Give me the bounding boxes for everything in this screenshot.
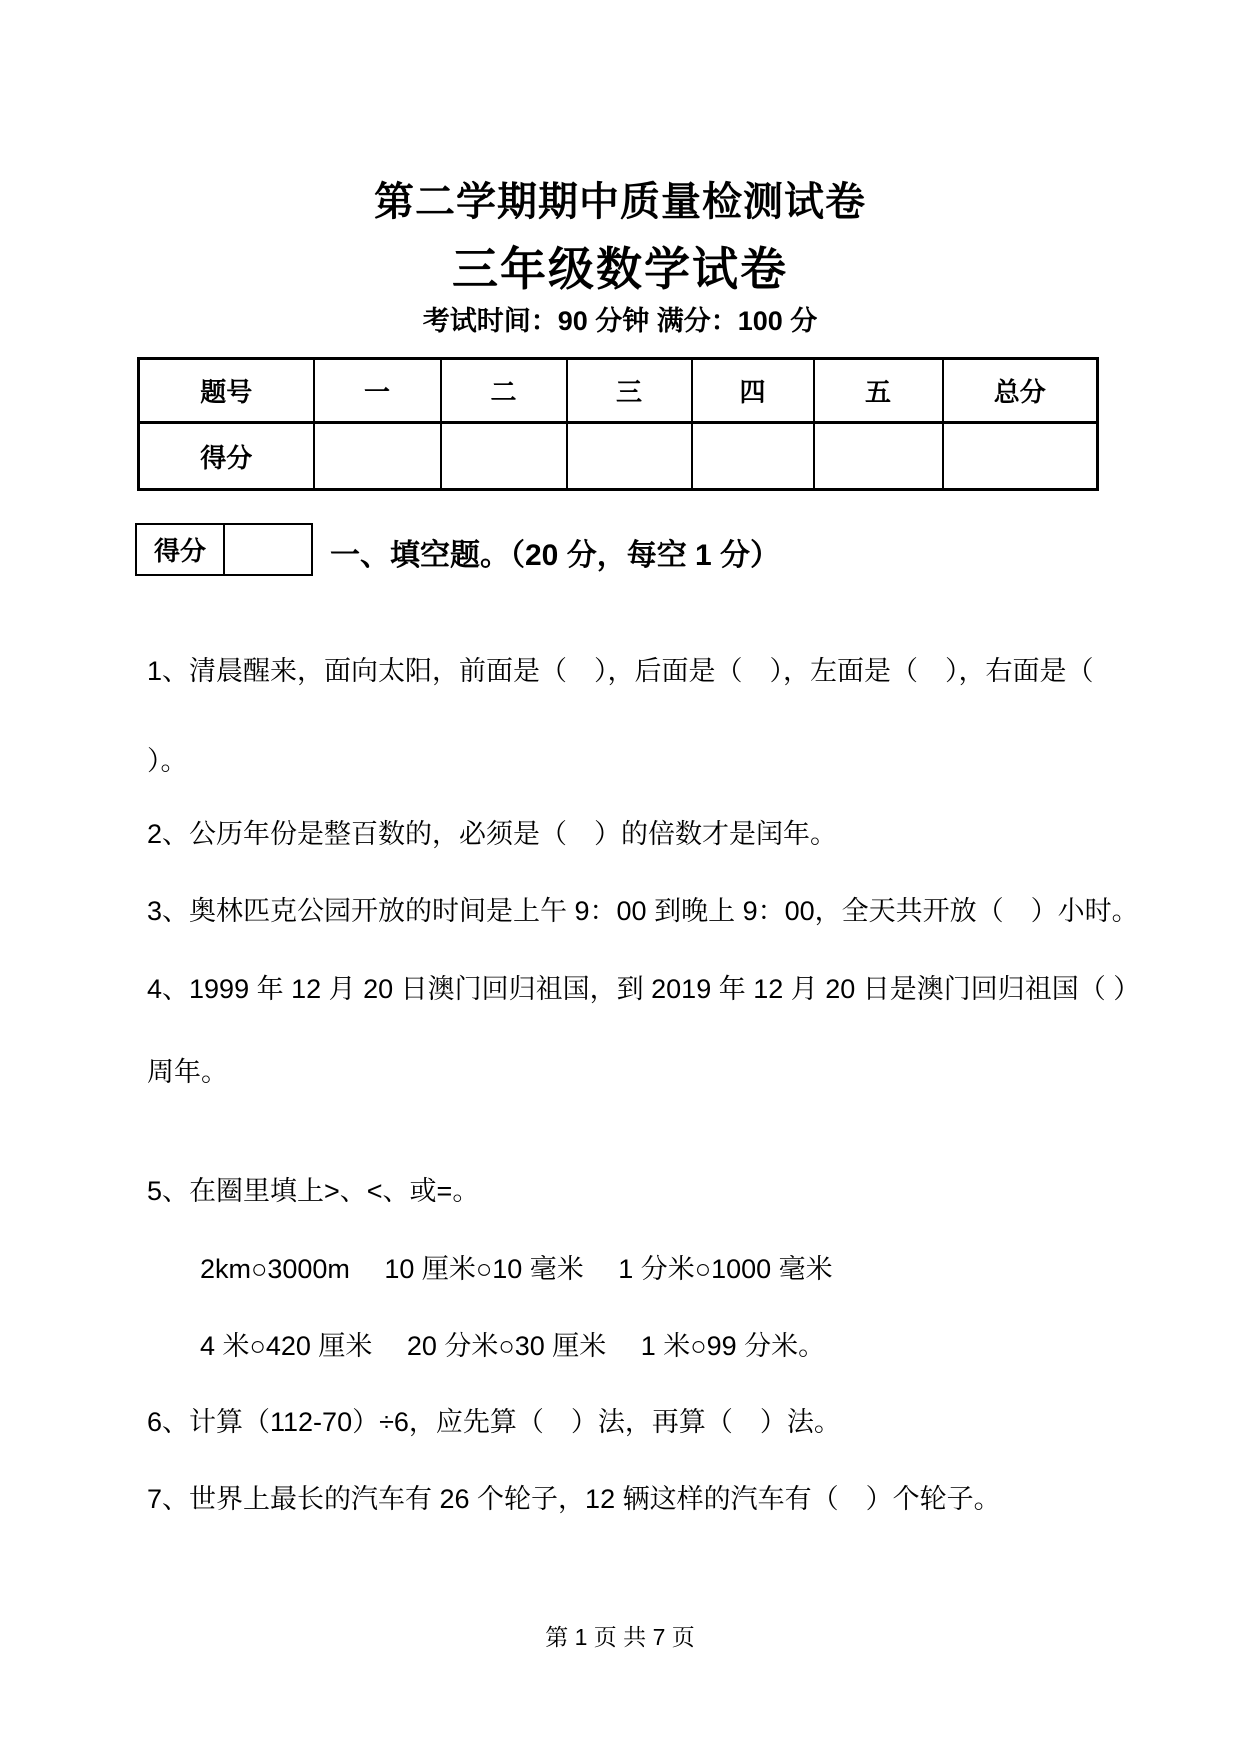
question-6: 6、计算（112-70）÷6，应先算（ ）法，再算（ ）法。	[147, 1407, 841, 1437]
page-title: 第二学期期中质量检测试卷	[374, 180, 866, 224]
score-cell-total	[943, 423, 1098, 490]
score-table-score-row	[139, 423, 1098, 490]
score-table-col-4: 四	[692, 359, 814, 423]
section-score-box-label: 得分	[137, 525, 225, 574]
page-number-footer: 第 1 页 共 7 页	[545, 1624, 695, 1650]
question-2: 2、公历年份是整百数的，必须是（ ）的倍数才是闰年。	[147, 819, 838, 849]
score-table-corner-label: 题号	[139, 359, 314, 423]
question-5-compare-row-2: 4 米○420 厘米 20 分米○30 厘米 1 米○99 分米。	[200, 1331, 826, 1361]
section1-heading: 一、填空题。（20 分，每空 1 分）	[330, 539, 781, 572]
question-5-compare-row-1: 2km○3000m 10 厘米○10 毫米 1 分米○1000 毫米	[200, 1254, 833, 1284]
section-score-box-value	[225, 525, 311, 574]
score-table-col-5: 五	[814, 359, 943, 423]
score-cell-1	[314, 423, 441, 490]
page-subtitle: 三年级数学试卷	[452, 243, 788, 295]
score-table-col-total: 总分	[943, 359, 1098, 423]
section-score-box	[135, 523, 313, 576]
score-summary-table	[137, 357, 1099, 491]
score-cell-5	[814, 423, 943, 490]
question-4-line-1: 4、1999 年 12 月 20 日澳门回归祖国，到 2019 年 12 月 20 日是澳门回归祖国（ ）	[147, 974, 1141, 1004]
score-cell-2	[441, 423, 567, 490]
question-1-line-1: 1、清晨醒来，面向太阳，前面是（ ），后面是（ ），左面是（ ），右面是（	[147, 656, 1094, 686]
question-4-line-2: 周年。	[147, 1057, 228, 1087]
score-cell-3	[567, 423, 692, 490]
question-1-line-2: ）。	[147, 746, 188, 776]
question-5: 5、在圈里填上>、<、或=。	[147, 1176, 480, 1206]
question-7: 7、世界上最长的汽车有 26 个轮子，12 辆这样的汽车有（ ）个轮子。	[147, 1484, 1001, 1514]
score-cell-4	[692, 423, 814, 490]
exam-info: 考试时间：90 分钟 满分：100 分	[422, 306, 818, 336]
score-table-header-row	[139, 359, 1098, 423]
question-3: 3、奥林匹克公园开放的时间是上午 9：00 到晚上 9：00，全天共开放（ ）小时。	[147, 896, 1139, 926]
score-table-col-1: 一	[314, 359, 441, 423]
score-table-col-2: 二	[441, 359, 567, 423]
score-row-label: 得分	[139, 423, 314, 490]
score-table-col-3: 三	[567, 359, 692, 423]
